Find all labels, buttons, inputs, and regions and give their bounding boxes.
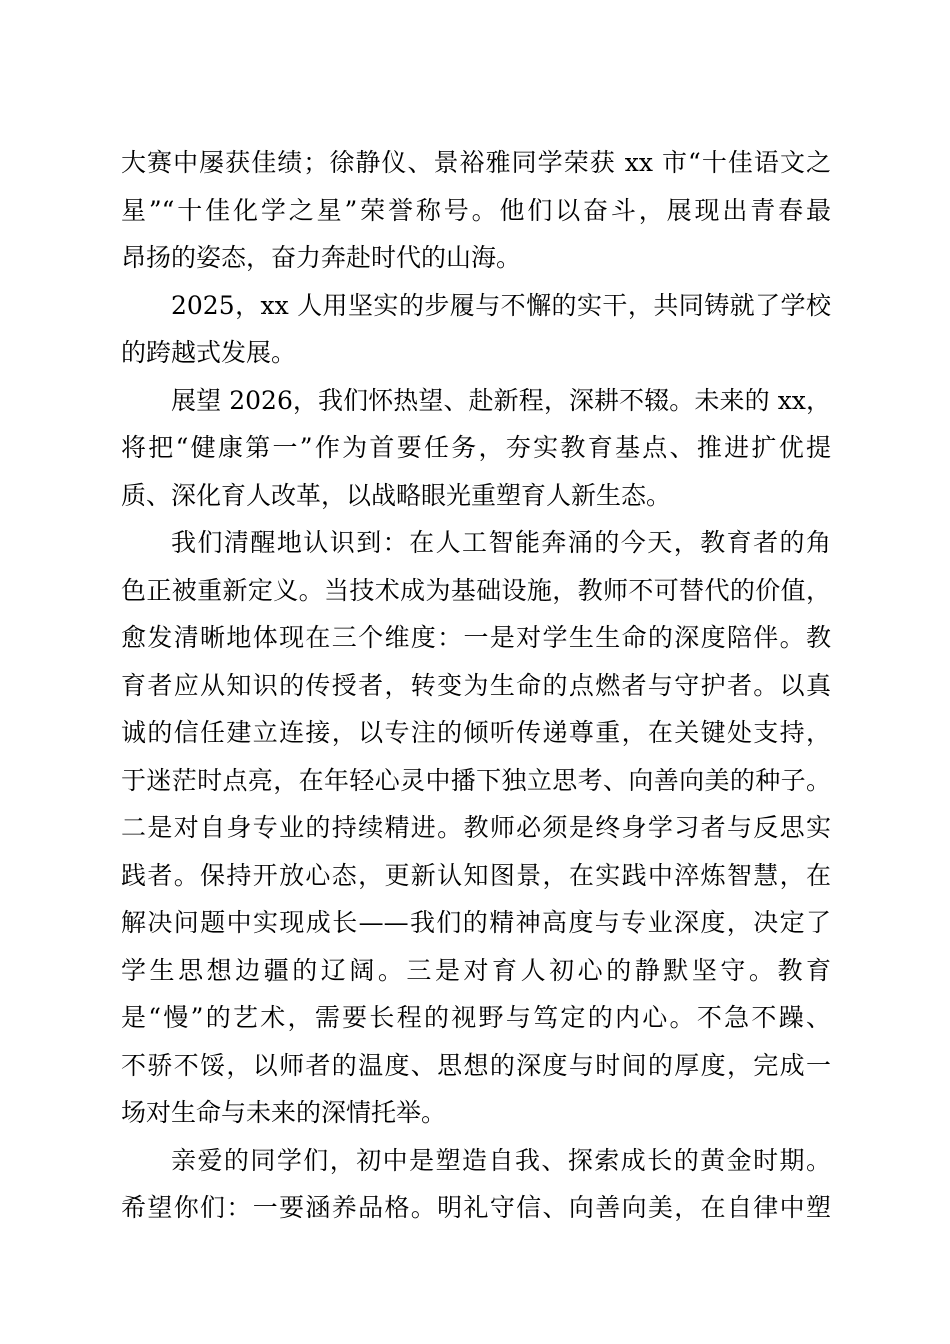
text-line: 场对生命与未来的深情托举。 — [121, 1098, 447, 1127]
text-line: 大赛中屡获佳绩；徐静仪、景裕雅同学荣获 xx 市“十佳语文之 — [121, 148, 831, 177]
text-line: 昂扬的姿态，奋力奔赴时代的山海。 — [121, 243, 522, 272]
text-line: 2025，xx 人用坚实的步履与不懈的实干，共同铸就了学校 — [171, 290, 831, 320]
text-line: 诚的信任建立连接，以专注的倾听传递尊重，在关键处支持， — [121, 718, 831, 747]
text-line: 二是对自身专业的持续精进。教师必须是终身学习者与反思实 — [121, 813, 831, 842]
text-line: 践者。保持开放心态，更新认知图景，在实践中淬炼智慧，在 — [121, 860, 831, 890]
text-line: 学生思想边疆的辽阔。三是对育人初心的静默坚守。教育 — [121, 955, 831, 985]
text-line: 希望你们：一要涵养品格。明礼守信、向善向美，在自律中塑 — [121, 1193, 831, 1222]
text-line: 将把“健康第一”作为首要任务，夯实教育基点、推进扩优提 — [121, 433, 831, 462]
text-line: 亲爱的同学们，初中是塑造自我、探索成长的黄金时期。 — [171, 1145, 831, 1175]
text-line: 质、深化育人改革，以战略眼光重塑育人新生态。 — [121, 480, 672, 510]
text-line: 色正被重新定义。当技术成为基础设施，教师不可替代的价值， — [121, 575, 831, 605]
text-line: 育者应从知识的传授者，转变为生命的点燃者与守护者。以真 — [121, 670, 831, 700]
text-line: 星”“十佳化学之星”荣誉称号。他们以奋斗，展现出青春最 — [121, 195, 831, 225]
text-line: 是“慢”的艺术，需要长程的视野与笃定的内心。不急不躁、 — [121, 1003, 831, 1032]
text-line: 愈发清晰地体现在三个维度：一是对学生生命的深度陪伴。教 — [121, 623, 831, 652]
text-line: 解决问题中实现成长——我们的精神高度与专业深度，决定了 — [121, 908, 831, 937]
text-line: 展望 2026，我们怀热望、赴新程，深耕不辍。未来的 xx， — [171, 385, 831, 415]
text-line: 的跨越式发展。 — [121, 338, 297, 367]
text-line: 于迷茫时点亮，在年轻心灵中播下独立思考、向善向美的种子。 — [121, 765, 831, 795]
text-line: 不骄不馁，以师者的温度、思想的深度与时间的厚度，完成一 — [121, 1050, 831, 1080]
body-text — [121, 139, 831, 1232]
text-line: 我们清醒地认识到：在人工智能奔涌的今天，教育者的角 — [171, 528, 831, 557]
